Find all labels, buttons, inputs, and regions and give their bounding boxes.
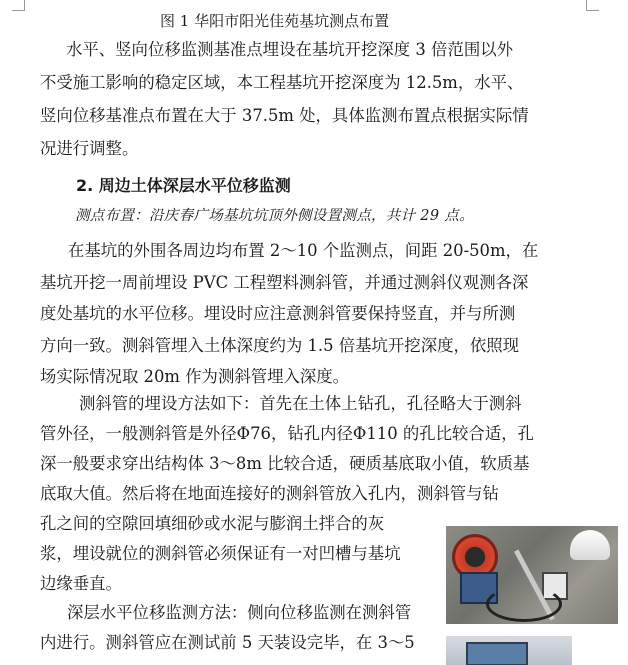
inclinometer-equipment-photo (446, 526, 618, 624)
paragraph-line: 内进行。测斜管应在测试前 5 天装设完毕，在 3～5 (40, 633, 415, 652)
paragraph-line: 测斜管的埋设方法如下：首先在土体上钻孔，孔径略大于测斜 (79, 394, 522, 413)
cable-image (486, 586, 562, 622)
paragraph-line: 况进行调整。 (40, 139, 139, 158)
paragraph-line: 不受施工影响的稳定区域，本工程基坑开挖深度为 12.5m，水平、 (40, 73, 524, 92)
display-screen-image (466, 642, 528, 665)
margin-corner-mark (12, 0, 25, 11)
paragraph-line: 边缘垂直。 (40, 574, 122, 593)
paragraph-line: 管外径，一般测斜管是外径Φ76，钻孔内径Φ110 的孔比较合适，孔 (40, 424, 534, 443)
paragraph-line: 方向一致。测斜管埋入土体深度约为 1.5 倍基坑开挖深度，依照现 (40, 336, 520, 355)
margin-corner-mark (586, 0, 599, 11)
safety-helmet-image (570, 530, 610, 560)
paragraph-line: 浆，埋设就位的测斜管必须保证有一对凹槽与基坑 (40, 544, 401, 563)
paragraph-line: 底取大值。然后将在地面连接好的测斜管放入孔内，测斜管与钻 (40, 484, 499, 503)
paragraph-line: 基坑开挖一周前埋设 PVC 工程塑料测斜管，并通过测斜仪观测各深 (40, 273, 529, 292)
paragraph-line: 度处基坑的水平位移。埋设时应注意测斜管要保持竖直，并与所测 (40, 304, 516, 323)
section-heading: 2. 周边土体深层水平位移监测 (76, 176, 291, 195)
measure-point-note: 测点布置：沿庆春广场基坑坑顶外侧设置测点，共计 29 点。 (75, 208, 474, 224)
paragraph-line: 在基坑的外围各周边均布置 2～10 个监测点，间距 20-50m，在 (68, 241, 539, 260)
paragraph-line: 水平、竖向位移监测基准点埋设在基坑开挖深度 3 倍范围以外 (66, 40, 514, 59)
paragraph-line: 竖向位移基准点布置在大于 37.5m 处，具体监测布置点根据实际情 (40, 106, 529, 125)
paragraph-line: 深层水平位移监测方法：侧向位移监测在测斜管 (67, 603, 412, 622)
figure-caption: 图 1 华阳市阳光佳苑基坑测点布置 (160, 12, 390, 30)
paragraph-line: 场实际情况取 20m 作为测斜管埋入深度。 (40, 367, 350, 386)
paragraph-line: 孔之间的空隙回填细砂或水泥与膨润土拌合的灰 (40, 514, 385, 533)
paragraph-line: 深一般要求穿出结构体 3～8m 比较合适，硬质基底取小值，软质基 (40, 454, 530, 473)
instrument-display-photo (446, 636, 572, 665)
